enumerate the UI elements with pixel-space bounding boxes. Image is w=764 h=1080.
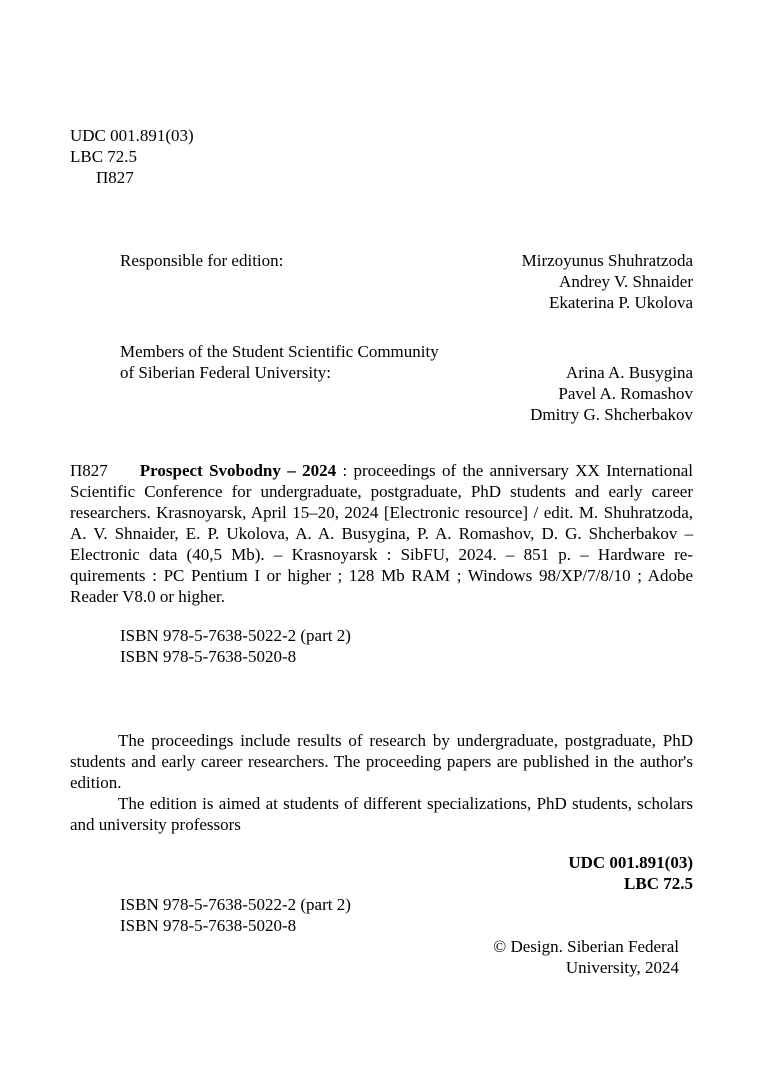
member-name: Pavel A. Romashov bbox=[558, 384, 693, 403]
annotation-code: П827 bbox=[70, 461, 108, 480]
isbn-line: ISBN 978-5-7638-5022-2 (part 2) bbox=[120, 895, 351, 914]
description-section bbox=[70, 730, 693, 835]
isbn-block-bottom bbox=[120, 894, 693, 936]
edition-section bbox=[70, 250, 693, 313]
annotation-body: : proceedings of the anniversary XX International Scientific Conference for undergraduate, postgraduate, PhD students and early career researchers. Krasnoyarsk, April 15–20, 2024 [Electronic resource] / edit. M. Shuhratzoda, A. V. Shnaider, E. P. Ukolova, A. A. Busygina, P. A. Romashov, D. G. Shcherbakov – Electronic data (40,5 Mb). – Krasnoyarsk : SibFU, 2024. – 851 p. – Hardware re-quirements : PC Pentium I or higher ; 128 Mb RAM ; Windows 98/XP/7/8/10 ; Adobe Reader V8.0 or higher. bbox=[70, 461, 694, 606]
classification-codes-top bbox=[70, 125, 693, 188]
edition-label: Responsible for edition: bbox=[120, 251, 284, 270]
isbn-line: ISBN 978-5-7638-5020-8 bbox=[120, 916, 297, 935]
members-names bbox=[530, 362, 693, 425]
udc-code-bottom: UDC 001.891(03) bbox=[568, 853, 693, 872]
isbn-line: ISBN 978-5-7638-5020-8 bbox=[120, 647, 297, 666]
udc-code: UDC 001.891(03) bbox=[70, 126, 194, 145]
isbn-line: ISBN 978-5-7638-5022-2 (part 2) bbox=[120, 626, 351, 645]
member-name: Arina A. Busygina bbox=[565, 363, 693, 382]
author-sign-code: П827 bbox=[96, 168, 134, 187]
isbn-block-top bbox=[120, 625, 693, 667]
members-label-line2: of Siberian Federal University: bbox=[120, 363, 332, 382]
members-section bbox=[70, 341, 693, 425]
body-paragraph: The proceedings include results of research by undergraduate, postgraduate, PhD students and early career researchers. The proceeding papers are published in the author's edition. bbox=[70, 731, 693, 792]
members-label-line1: Members of the Student Scientific Community bbox=[120, 342, 439, 361]
annotation-paragraph bbox=[70, 460, 693, 607]
editor-name: Andrey V. Shnaider bbox=[559, 272, 693, 291]
classification-codes-bottom bbox=[70, 852, 693, 894]
book-title: Prospect Svobodny – 2024 bbox=[139, 461, 337, 480]
lbc-code: LBC 72.5 bbox=[70, 147, 138, 166]
member-name: Dmitry G. Shcherbakov bbox=[530, 405, 693, 424]
editor-name: Mirzoyunus Shuhratzoda bbox=[521, 251, 693, 270]
editor-name: Ekaterina P. Ukolova bbox=[549, 293, 693, 312]
body-paragraph: The edition is aimed at students of different specializations, PhD students, scholars and university professors bbox=[70, 794, 693, 834]
edition-names bbox=[522, 250, 693, 313]
members-label bbox=[120, 341, 439, 383]
copyright-line: © Design. Siberian Federal bbox=[493, 937, 679, 956]
copyright-notice bbox=[70, 936, 693, 978]
lbc-code-bottom: LBC 72.5 bbox=[624, 874, 693, 893]
copyright-line: University, 2024 bbox=[565, 958, 679, 977]
